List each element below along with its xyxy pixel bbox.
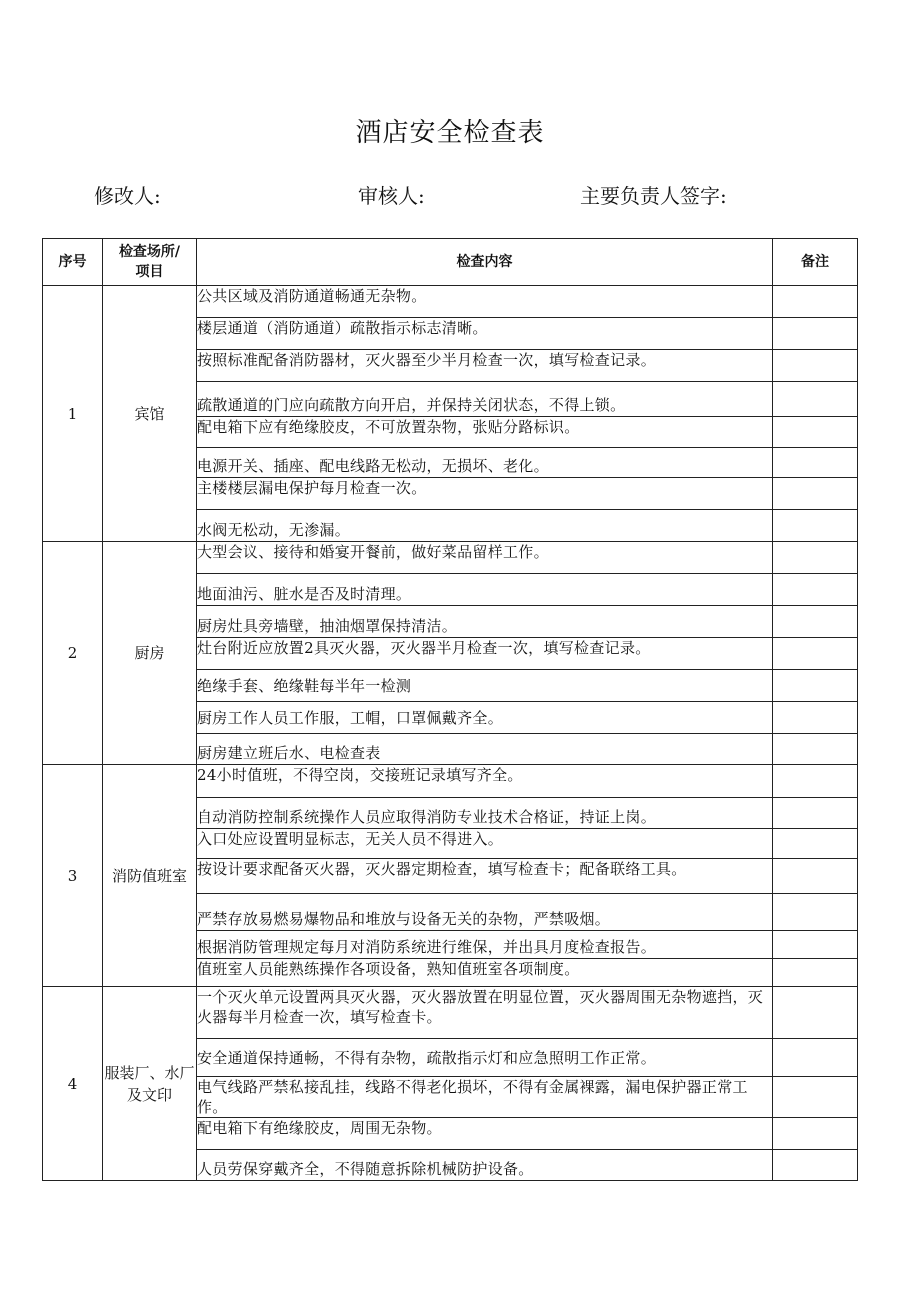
check-item: 电气线路严禁私接乱挂，线路不得老化损坏，不得有金属裸露，漏电保护器正常工作。: [197, 1077, 773, 1118]
remark-cell[interactable]: [773, 765, 858, 798]
check-item: 值班室人员能熟练操作各项设备，熟知值班室各项制度。: [197, 959, 773, 987]
reviewer-signature-label: 审核人:: [358, 184, 425, 208]
check-item: 自动消防控制系统操作人员应取得消防专业技术合格证，持证上岗。: [197, 798, 773, 829]
remark-cell[interactable]: [773, 542, 858, 574]
table-row: [43, 987, 858, 1039]
check-item: 厨房灶具旁墙壁，抽油烟罩保持清洁。: [197, 606, 773, 638]
check-item: 主楼楼层漏电保护每月检查一次。: [197, 478, 773, 510]
section-3-location: 消防值班室: [103, 765, 197, 987]
table-row: [43, 542, 858, 574]
remark-cell[interactable]: [773, 1077, 858, 1118]
page-title: 酒店安全检查表: [355, 118, 545, 148]
check-item: 疏散通道的门应向疏散方向开启，并保持关闭状态，不得上锁。: [197, 382, 773, 417]
inspection-table: [42, 238, 858, 1181]
remark-cell[interactable]: [773, 417, 858, 448]
remark-cell[interactable]: [773, 638, 858, 670]
check-item: 配电箱下有绝缘胶皮，周围无杂物。: [197, 1118, 773, 1150]
remark-cell[interactable]: [773, 987, 858, 1039]
check-item: 公共区域及消防通道畅通无杂物。: [197, 286, 773, 318]
section-4-seq: 4: [43, 987, 103, 1181]
remark-cell[interactable]: [773, 318, 858, 350]
check-item: 厨房工作人员工作服，工帽，口罩佩戴齐全。: [197, 702, 773, 734]
check-item: 大型会议、接待和婚宴开餐前，做好菜品留样工作。: [197, 542, 773, 574]
section-2-location: 厨房: [103, 542, 197, 765]
remark-cell[interactable]: [773, 931, 858, 959]
remark-cell[interactable]: [773, 1039, 858, 1077]
remark-cell[interactable]: [773, 574, 858, 606]
header-content: 检查内容: [197, 239, 773, 286]
check-item: 厨房建立班后水、电检查表: [197, 734, 773, 765]
remark-cell[interactable]: [773, 829, 858, 859]
check-item: 人员劳保穿戴齐全，不得随意拆除机械防护设备。: [197, 1150, 773, 1181]
check-item: 水阀无松动，无渗漏。: [197, 510, 773, 542]
check-item: 电源开关、插座、配电线路无松动，无损坏、老化。: [197, 448, 773, 478]
header-location: [103, 239, 197, 286]
check-item: 灶台附近应放置2具灭火器，灭火器半月检查一次，填写检查记录。: [197, 638, 773, 670]
remark-cell[interactable]: [773, 670, 858, 702]
check-item: 入口处应设置明显标志，无关人员不得进入。: [197, 829, 773, 859]
check-item: 根据消防管理规定每月对消防系统进行维保，并出具月度检查报告。: [197, 931, 773, 959]
remark-cell[interactable]: [773, 448, 858, 478]
check-item: 楼层通道（消防通道）疏散指示标志清晰。: [197, 318, 773, 350]
table-row: [43, 286, 858, 318]
check-item: 配电箱下应有绝缘胶皮，不可放置杂物，张贴分路标识。: [197, 417, 773, 448]
section-4-location: 服装厂、水厂及文印: [103, 987, 197, 1181]
header-remark: 备注: [773, 239, 858, 286]
check-item: 严禁存放易燃易爆物品和堆放与设备无关的杂物，严禁吸烟。: [197, 894, 773, 931]
remark-cell[interactable]: [773, 798, 858, 829]
section-3-seq: 3: [43, 765, 103, 987]
remark-cell[interactable]: [773, 894, 858, 931]
remark-cell[interactable]: [773, 510, 858, 542]
chief-signature-label: 主要负责人签字:: [580, 184, 727, 208]
header-location-line2: 项目: [135, 264, 164, 280]
check-item: 一个灭火单元设置两具灭火器，灭火器放置在明显位置，灭火器周围无杂物遮挡，灭火器每半月检查一次，填写检查卡。: [197, 987, 773, 1039]
section-2-seq: 2: [43, 542, 103, 765]
remark-cell[interactable]: [773, 1150, 858, 1181]
remark-cell[interactable]: [773, 350, 858, 382]
check-item: 地面油污、脏水是否及时清理。: [197, 574, 773, 606]
remark-cell[interactable]: [773, 959, 858, 987]
check-item: 安全通道保持通畅，不得有杂物，疏散指示灯和应急照明工作正常。: [197, 1039, 773, 1077]
section-1-seq: 1: [43, 286, 103, 542]
header-location-line1: 检查场所/: [118, 244, 181, 260]
check-item: 按设计要求配备灭火器，灭火器定期检查，填写检查卡；配备联络工具。: [197, 859, 773, 894]
remark-cell[interactable]: [773, 702, 858, 734]
check-item: 绝缘手套、绝缘鞋每半年一检测: [197, 670, 773, 702]
table-header-row: [43, 239, 858, 286]
check-item: 24小时值班，不得空岗，交接班记录填写齐全。: [197, 765, 773, 798]
section-1-location: 宾馆: [103, 286, 197, 542]
remark-cell[interactable]: [773, 286, 858, 318]
remark-cell[interactable]: [773, 382, 858, 417]
remark-cell[interactable]: [773, 606, 858, 638]
remark-cell[interactable]: [773, 1118, 858, 1150]
remark-cell[interactable]: [773, 859, 858, 894]
check-item: 按照标准配备消防器材，灭火器至少半月检查一次，填写检查记录。: [197, 350, 773, 382]
modifier-signature-label: 修改人:: [94, 184, 161, 208]
remark-cell[interactable]: [773, 734, 858, 765]
table-row: [43, 765, 858, 798]
header-seq: 序号: [43, 239, 103, 286]
remark-cell[interactable]: [773, 478, 858, 510]
